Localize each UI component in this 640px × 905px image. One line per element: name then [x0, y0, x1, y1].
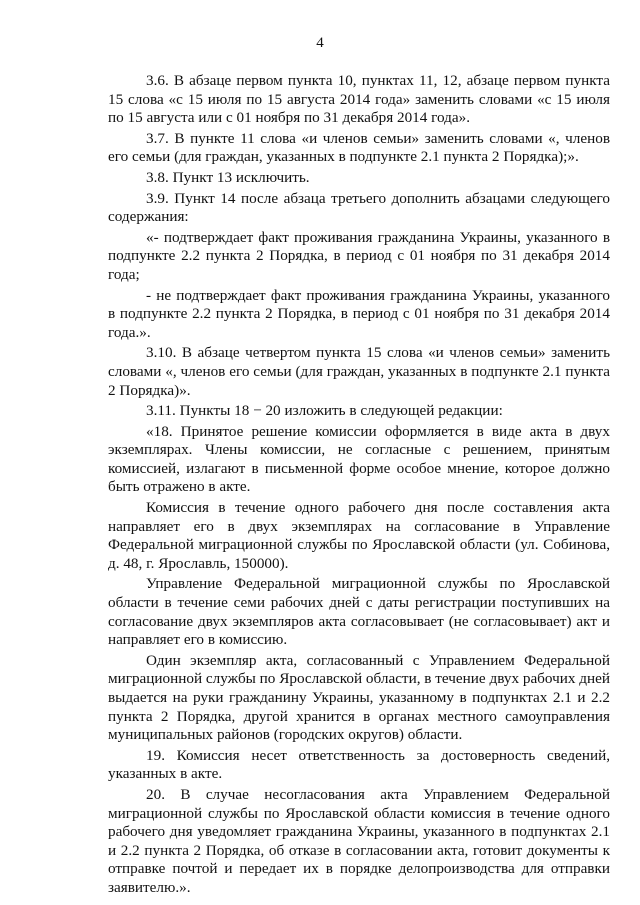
paragraph-3-9-item-1: «- подтверждает факт проживания гражданина Украины, указанного в подпункте 2.2 пункта 2 Порядка, в период с 01 ноября по 31 декабря 2014 года; [108, 228, 610, 283]
paragraph-20: 20. В случае несогласования акта Управлением Федеральной миграционной службы по Ярославской области комиссия в течение одного рабочего дня уведомляет гражданина Украины, указанного в подпунктах 2.1 и 2.2 пункта 2 Порядка, об отказе в согласовании акта, готовит документы к отправке почтой и передает их в порядке делопроизводства для отправки заявителю.». [108, 785, 610, 896]
paragraph-3-9-item-2: - не подтверждает факт проживания гражданина Украины, указанного в подпункте 2.2 пункта 2 Порядка, в период с 01 ноября по 31 декабря 2014 года.». [108, 286, 610, 341]
paragraph-18-commission: Комиссия в течение одного рабочего дня после составления акта направляет его в двух экземплярах на согласование в Управление Федеральной миграционной службы по Ярославской области (ул. Собинова, д. 48, г. Ярославль, 150000). [108, 499, 610, 572]
paragraph-18-directorate: Управление Федеральной миграционной службы по Ярославской области в течение семи рабочих дней с даты регистрации поступивших на согласование двух экземпляров акта согласовывает (не согласовывает) акт и направляет его в комиссию. [108, 575, 610, 649]
paragraph-3-7: 3.7. В пункте 11 слова «и членов семьи» заменить словами «, членов его семьи (для граждан, указанных в подпункте 2.1 пункта 2 Порядка);». [108, 129, 610, 166]
paragraph-3-10: 3.10. В абзаце четвертом пункта 15 слова «и членов семьи» заменить словами «, членов его семьи (для граждан, указанных в подпункте 2.1 пункта 2 Порядка)». [108, 344, 610, 399]
page-number: 4 [316, 35, 324, 51]
paragraph-19: 19. Комиссия несет ответственность за достоверность сведений, указанных в акте. [108, 746, 610, 783]
paragraph-3-9: 3.9. Пункт 14 после абзаца третьего дополнить абзацами следующего содержания: [108, 189, 610, 226]
paragraph-3-11: 3.11. Пункты 18 − 20 изложить в следующей редакции: [146, 402, 503, 420]
document-body [108, 72, 610, 900]
paragraph-18-copy: Один экземпляр акта, согласованный с Управлением Федеральной миграционной службы по Ярославской области, в течение двух рабочих дней выдается на руки гражданину Украины, указанному в подпунктах 2.1 и 2.2 пункта 2 Порядка, другой хранится в органах местного самоуправления муниципальных районов (городских округов) области. [108, 651, 610, 744]
paragraph-18: «18. Принятое решение комиссии оформляется в виде акта в двух экземплярах. Члены комиссии, не согласные с решением, принятым комиссией, излагают в письменной форме особое мнение, которое должно быть отражено в акте. [108, 422, 610, 496]
paragraph-3-8: 3.8. Пункт 13 исключить. [146, 168, 310, 186]
paragraph-3-6: 3.6. В абзаце первом пункта 10, пунктах 11, 12, абзаце первом пункта 15 слова «с 15 июля по 15 августа 2014 года» заменить словами «с 15 июля по 15 августа или с 01 ноября по 31 декабря 2014 года». [108, 72, 610, 127]
